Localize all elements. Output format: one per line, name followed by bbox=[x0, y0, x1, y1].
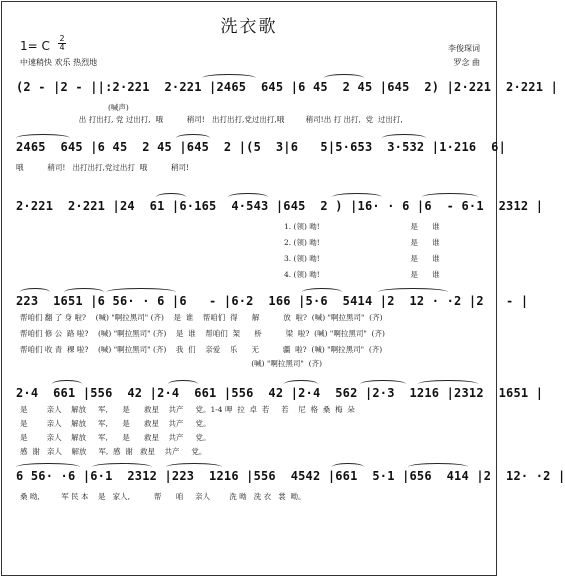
slur bbox=[166, 463, 222, 471]
tempo-marking: 中速稍快 欢乐 热烈地 bbox=[20, 58, 98, 67]
slur bbox=[324, 74, 364, 82]
composer-credit: 罗念 曲 bbox=[453, 58, 480, 67]
key-signature: 1= C bbox=[20, 39, 50, 53]
slur bbox=[422, 193, 478, 201]
lyricist-credit: 李俊琛词 bbox=[448, 44, 480, 53]
lyric-line: 帮咱们 收 青 稞 啦? (喊) "啊拉黑司" (齐) 我 们 亲爱 乐 无 疆 啦? (喊) "啊拉黑司" (齐) bbox=[20, 345, 383, 354]
lyric-line: 是 亲人 解放 军, 是 救星 共产 党。 bbox=[20, 419, 211, 428]
lyric-line: 3. (领) 呦! 是 谁 bbox=[284, 254, 440, 263]
lyric-line: 是 亲人 解放 军, 是 救星 共产 党。1-4 呷 拉 卓 若 若 尼 格 桑 梅 朵 bbox=[20, 405, 355, 414]
lyric-line: 帮咱们 翻 了 身 啦? (喊) "啊拉黑司" (齐) 是 谁 帮咱们 得 解 放 啦? (喊) "啊拉黑司" (齐) bbox=[20, 313, 383, 322]
notation-line: 6 56· ·6 |6·1 2312 |223 1216 |556 4542 |661 5·1 |656 414 |2 12· ·2 | bbox=[16, 469, 565, 483]
slur bbox=[106, 288, 176, 296]
notation-line: 223 1651 |6 56· · 6 |6 - |6·2 166 |5·6 5414 |2 12 · ·2 |2 - | bbox=[16, 294, 529, 308]
slur bbox=[228, 193, 268, 201]
slur bbox=[378, 288, 448, 296]
slur bbox=[332, 193, 382, 201]
slur bbox=[52, 380, 82, 388]
lyric-line: 帮咱们 修 公 路 啦? (喊) "啊拉黑司" (齐) 是 谁 帮咱们 架 桥 梁 啦? (喊) "啊拉黑司" (齐) bbox=[20, 329, 385, 338]
slur bbox=[360, 380, 406, 388]
slur bbox=[156, 193, 186, 201]
notation-line: 2·4 661 |556 42 |2·4 661 |556 42 |2·4 562 |2·3 1216 |2312 1651 | bbox=[16, 386, 544, 400]
slur bbox=[202, 74, 256, 82]
slur bbox=[64, 288, 104, 296]
lyric-line: 1. (领) 呦! 是 谁 bbox=[284, 222, 440, 231]
slur bbox=[332, 463, 364, 471]
lyric-line: (喊) "啊拉黑司" (齐) bbox=[20, 359, 323, 368]
score-sheet bbox=[1, 1, 565, 576]
slur bbox=[20, 288, 50, 296]
lyric-line: (喊声) bbox=[108, 103, 129, 112]
slur bbox=[92, 463, 152, 471]
slur bbox=[418, 380, 478, 388]
slur bbox=[284, 380, 318, 388]
time-signature bbox=[58, 35, 66, 52]
notation-line: 2465 645 |6 45 2 45 |645 2 |(5 3|6 5|5·653 3·532 |1·216 6| bbox=[16, 140, 507, 154]
song-title: 洗衣歌 bbox=[220, 17, 278, 37]
lyric-line: 2. (领) 呦! 是 谁 bbox=[284, 238, 440, 247]
slur bbox=[382, 134, 426, 142]
slur bbox=[16, 463, 80, 471]
lyric-line: 4. (领) 呦! 是 谁 bbox=[284, 270, 440, 279]
time-signature-top: 2 bbox=[59, 34, 65, 43]
lyric-line: 感 谢 亲人 解放 军, 感 谢 救星 共产 党。 bbox=[20, 447, 207, 456]
lyric-line: 哦 稍司! 出打出打,党过出打 哦 稍司! bbox=[16, 163, 190, 172]
slur bbox=[302, 288, 342, 296]
lyric-line: 桑 呦, 军 民 本 是 家人, 帮 咱 亲人 洗 呦 洗 衣 裳 呦。 bbox=[20, 492, 306, 501]
notation-line: (2 - |2 - ||:2·221 2·221 |2465 645 |6 45 2 45 |645 2) |2·221 2·221 | bbox=[16, 80, 558, 94]
time-signature-bottom: 4 bbox=[59, 43, 65, 52]
notation-line: 2·221 2·221 |24 61 |6·165 4·543 |645 2 ) |16· · 6 |6 - 6·1 2312 | bbox=[16, 199, 544, 213]
slur bbox=[168, 380, 198, 388]
slur bbox=[408, 463, 468, 471]
lyric-line: 出 打出打, 党 过出打, 哦 稍司! 出打出打,党过出打,哦 稍司!出 打 出打, 党 过出打, bbox=[74, 115, 403, 124]
lyric-line: 是 亲人 解放 军, 是 救星 共产 党。 bbox=[20, 433, 211, 442]
slur bbox=[176, 134, 210, 142]
slur bbox=[16, 134, 70, 142]
